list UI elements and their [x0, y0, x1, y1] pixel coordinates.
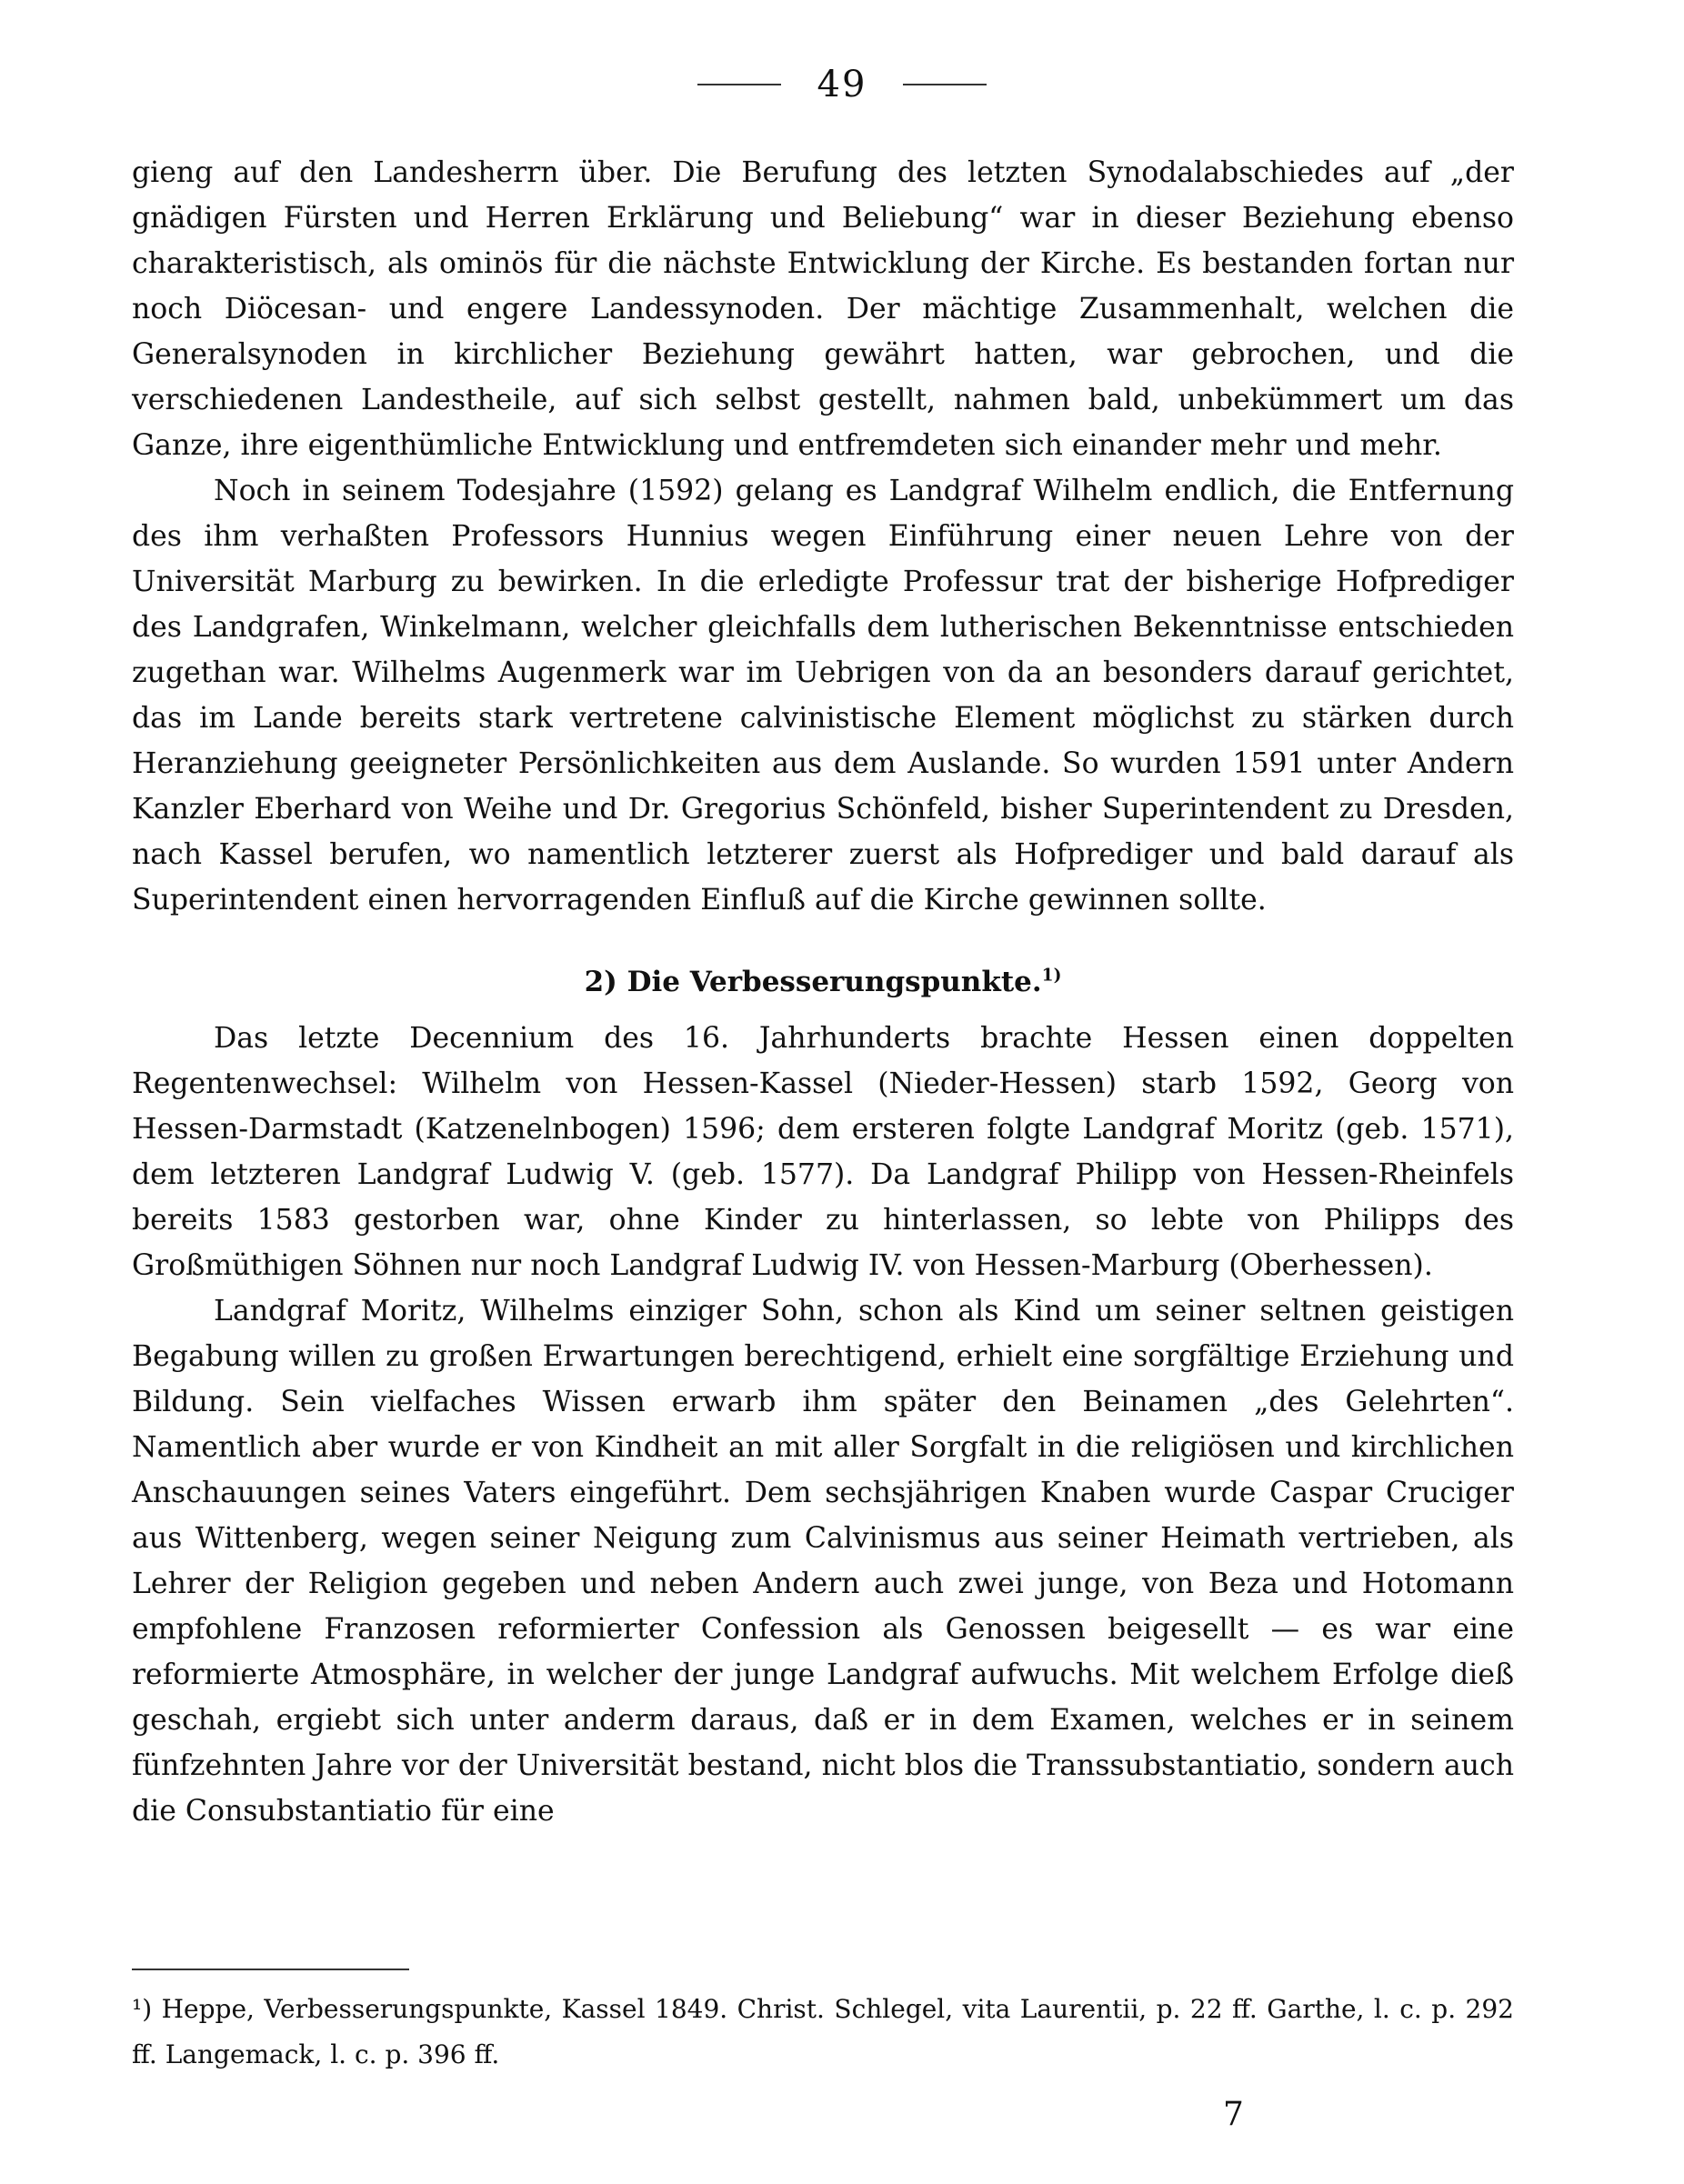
header-rule-right — [903, 84, 987, 85]
page-header — [0, 64, 1684, 105]
section-footnote-mark: 1) — [1041, 966, 1062, 986]
body-text — [132, 150, 1514, 1834]
section-heading-text: 2) Die Verbesserungspunkte. — [584, 966, 1042, 998]
section-heading — [132, 959, 1514, 1005]
header-rule-left — [697, 84, 781, 85]
footnote: ¹) Heppe, Verbesserungspunkte, Kassel 1849. Christ. Schlegel, vita Laurentii, p. 22 ff. Garthe, l. c. p. 292 ff. Langemack, l. c. p. 396 ff. — [132, 1994, 1514, 2069]
footnote-rule — [132, 1969, 409, 1970]
paragraph-3: Das letzte Decennium des 16. Jahrhunderts brachte Hessen einen doppelten Regentenwechsel: Wilhelm von Hessen-Kassel (Nieder-Hessen) starb 1592, Georg von Hessen-Darmstadt (Katzenelnbogen) 1596; dem ersteren folgte Landgraf Moritz (geb. 1571), dem letzteren Landgraf Ludwig V. (geb. 1577). Da Landgraf Philipp von Hessen-Rheinfels bereits 1583 gestorben war, ohne Kinder zu hinterlassen, so lebte von Philipps des Großmüthigen Söhnen nur noch Landgraf Ludwig IV. von Hessen-Marburg (Oberhessen). — [132, 1022, 1514, 1282]
paragraph-4: Landgraf Moritz, Wilhelms einziger Sohn, schon als Kind um seiner seltnen geistigen Begabung willen zu großen Erwartungen berechtigend, erhielt eine sorgfältige Erziehung und Bildung. Sein vielfaches Wissen erwarb ihm später den Beinamen „des Gelehrten“. Namentlich aber wurde er von Kindheit an mit aller Sorgfalt in die religiösen und kirchlichen Anschauungen seines Vaters eingeführt. Dem sechsjährigen Knaben wurde Caspar Cruciger aus Wittenberg, wegen seiner Neigung zum Calvinismus aus seiner Heimath vertrieben, als Lehrer der Religion gegeben und neben Andern auch zwei junge, von Beza und Hotomann empfohlene Franzosen reformierter Confession als Genossen beigesellt — es war eine reformierte Atmosphäre, in welcher der junge Landgraf aufwuchs. Mit welchem Erfolge dieß geschah, ergiebt sich unter anderm daraus, daß er in dem Examen, welches er in seinem fünfzehnten Jahre vor der Universität bestand, nicht blos die Transsubstantiatio, sondern auch die Consubstantiatio für eine — [132, 1295, 1514, 1828]
paragraph-1: gieng auf den Landesherrn über. Die Berufung des letzten Synodalabschiedes auf „der gnädigen Fürsten und Herren Erklärung und Beliebung“ war in dieser Beziehung ebenso charakteristisch, als ominös für die nächste Entwicklung der Kirche. Es bestanden fortan nur noch Diöcesan- und engere Landessynoden. Der mächtige Zusammenhalt, welchen die Generalsynoden in kirchlicher Beziehung gewährt hatten, war gebrochen, und die verschiedenen Landestheile, auf sich selbst gestellt, nahmen bald, unbekümmert um das Ganze, ihre eigenthümliche Entwicklung und entfremdeten sich einander mehr und mehr. — [132, 156, 1514, 462]
paragraph-2: Noch in seinem Todesjahre (1592) gelang es Landgraf Wilhelm endlich, die Entfernung des ihm verhaßten Professors Hunnius wegen Einführung einer neuen Lehre von der Universität Marburg zu bewirken. In die erledigte Professur trat der bisherige Hofprediger des Landgrafen, Winkelmann, welcher gleichfalls dem lutherischen Bekenntnisse entschieden zugethan war. Wilhelms Augenmerk war im Uebrigen von da an besonders darauf gerichtet, das im Lande bereits stark vertretene calvinistische Element möglichst zu stärken durch Heranziehung geeigneter Persönlichkeiten aus dem Auslande. So wurden 1591 unter Andern Kanzler Eberhard von Weihe und Dr. Gregorius Schönfeld, bisher Superintendent zu Dresden, nach Kassel berufen, wo namentlich letzterer zuerst als Hofprediger und bald darauf als Superintendent einen hervorragenden Einfluß auf die Kirche gewinnen sollte. — [132, 475, 1514, 917]
page-number: 49 — [817, 64, 867, 105]
signature-mark: 7 — [1223, 2096, 1244, 2133]
